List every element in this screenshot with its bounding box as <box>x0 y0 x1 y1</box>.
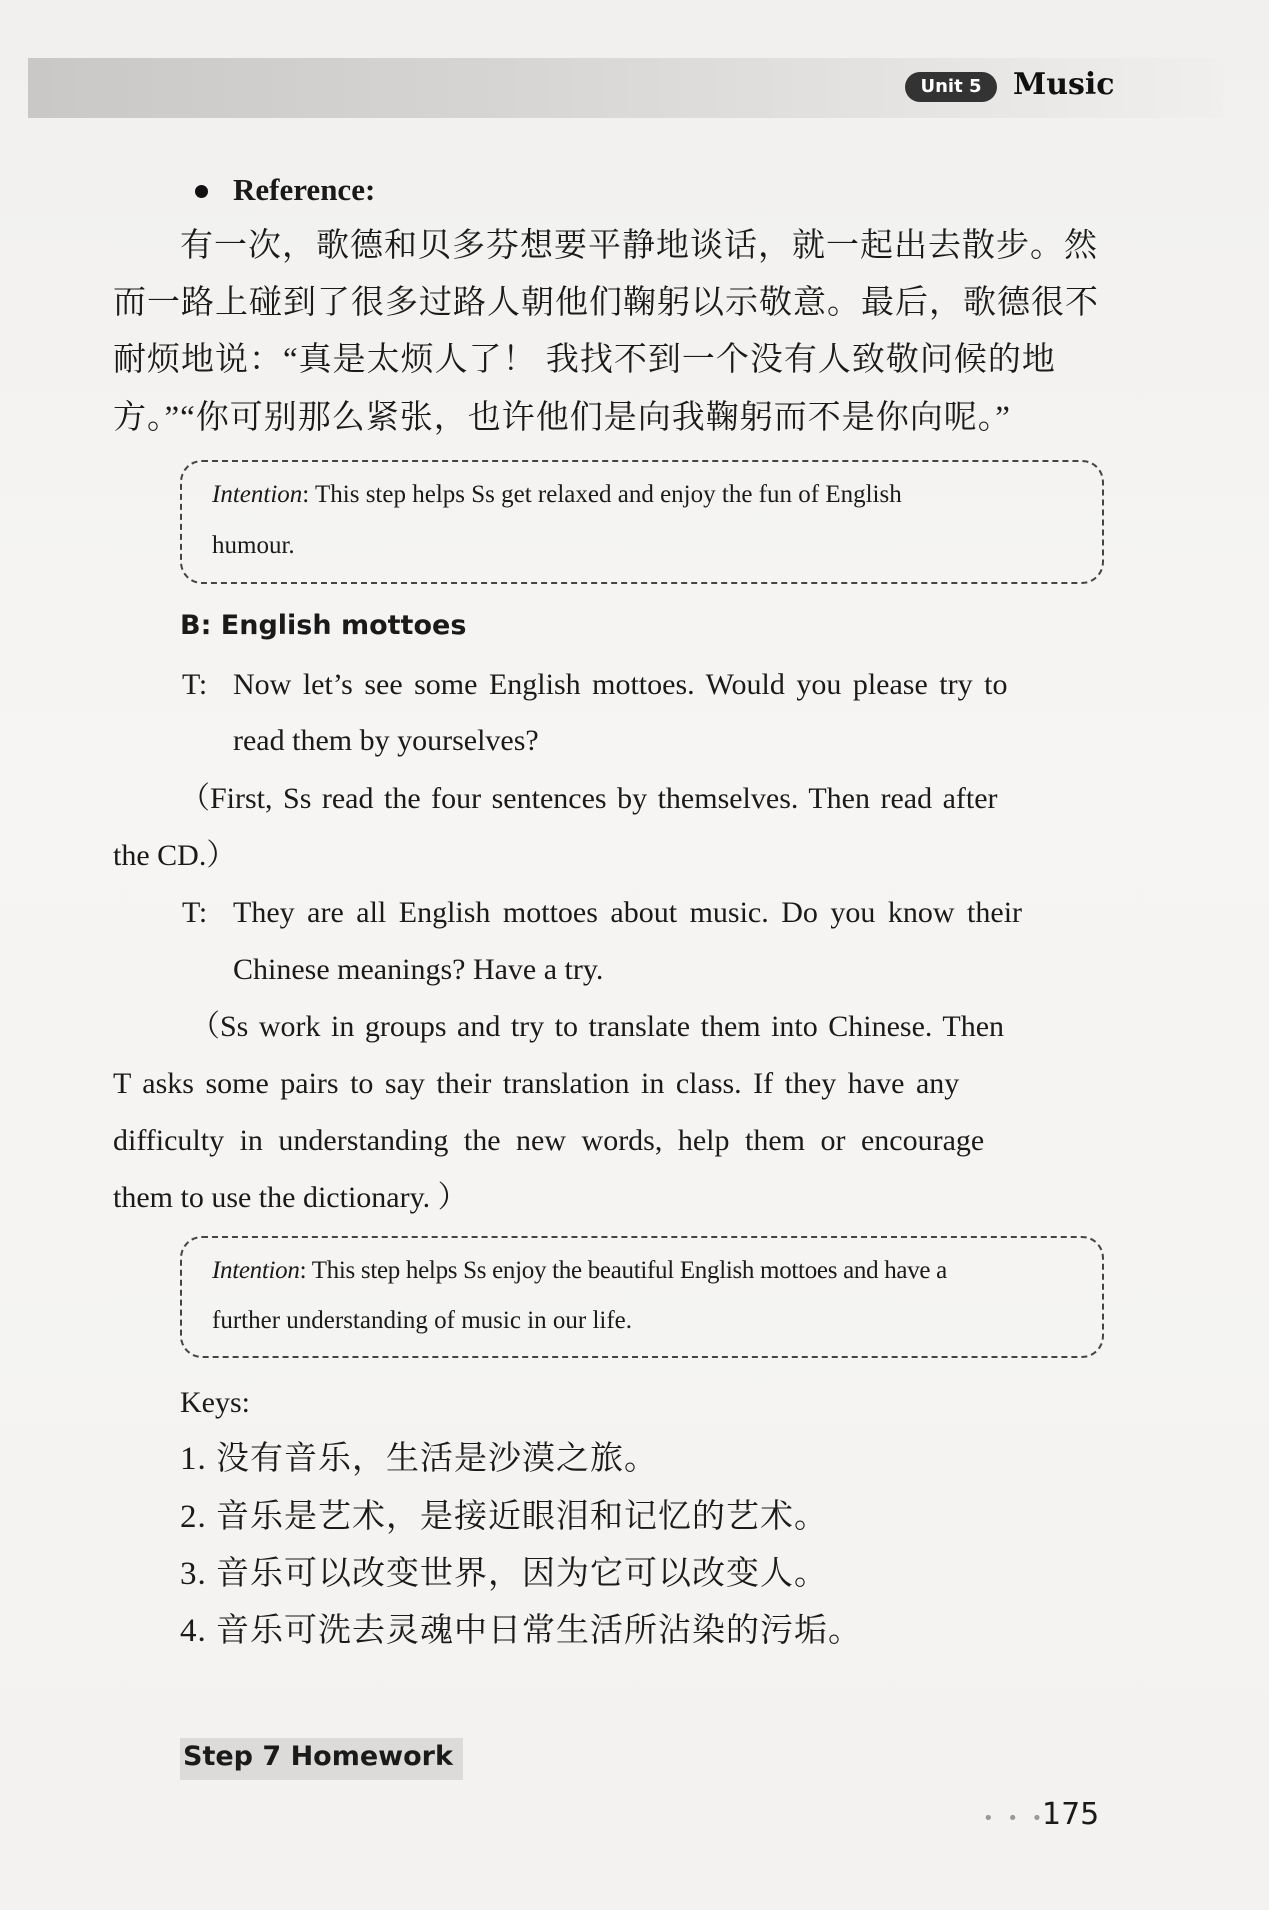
p2-line-4: them to use the dictionary. ） <box>113 1181 468 1214</box>
reference-heading: Reference: <box>233 172 376 207</box>
t2-line-2: Chinese meanings? Have a try. <box>233 953 604 986</box>
key-item-4: 4. 音乐可洗去灵魂中日常生活所沾染的污垢。 <box>180 1613 862 1649</box>
page-number: 175 <box>1042 1797 1100 1832</box>
intention-box-1 <box>180 460 1104 584</box>
t2-prefix: T: <box>182 896 208 929</box>
bullet-icon <box>195 185 208 198</box>
intention-2-line-2: further understanding of music in our life. <box>212 1307 633 1334</box>
intention-2-text: : This step helps Ss enjoy the beautiful English mottoes and have a <box>299 1257 947 1284</box>
p1-line-1: （First, Ss read the four sentences by themselves. Then read after <box>180 782 998 815</box>
p2-line-3: difficulty in understanding the new words, help them or encourage <box>113 1124 985 1157</box>
intention-1-text: : This step helps Ss get relaxed and enjoy the fun of English <box>302 481 902 508</box>
p1-line-2: the CD.） <box>113 839 237 872</box>
section-b-heading: B: English mottoes <box>180 610 467 641</box>
step7-heading: Step 7 Homework <box>183 1741 453 1772</box>
reference-line-1: 有一次，歌德和贝多芬想要平静地谈话，就一起出去散步。然 <box>180 228 1098 264</box>
keys-heading: Keys: <box>180 1386 250 1419</box>
key-item-3: 3. 音乐可以改变世界，因为它可以改变人。 <box>180 1556 828 1592</box>
reference-line-3: 耐烦地说：“真是太烦人了！ 我找不到一个没有人致敬问候的地 <box>113 342 1056 378</box>
intention-2-line-1 <box>212 1256 947 1286</box>
reference-line-4: 方。”“你可别那么紧张，也许他们是向我鞠躬而不是你向呢。” <box>113 400 1011 436</box>
key-item-2: 2. 音乐是艺术，是接近眼泪和记忆的艺术。 <box>180 1499 828 1535</box>
intention-label: Intention <box>212 1257 300 1284</box>
intention-1-line-2: humour. <box>212 532 295 559</box>
reference-line-2: 而一路上碰到了很多过路人朝他们鞠躬以示敬意。最后，歌德很不 <box>113 285 1099 321</box>
t2-line-1: They are all English mottoes about music. Do you know their <box>233 896 1023 929</box>
p2-line-2: T asks some pairs to say their translation in class. If they have any <box>113 1067 960 1100</box>
t1-line-2: read them by yourselves? <box>233 724 539 757</box>
intention-1-line-1 <box>212 480 902 510</box>
intention-label: Intention <box>212 481 303 508</box>
intention-box-2 <box>180 1236 1104 1358</box>
unit-title: Music <box>1013 67 1115 102</box>
unit-badge: Unit 5 <box>905 72 997 102</box>
t1-prefix: T: <box>182 668 208 701</box>
footer-dots: • • • <box>983 1808 1047 1829</box>
p2-line-1: （Ss work in groups and try to translate them into Chinese. Then <box>190 1010 1005 1043</box>
t1-line-1: Now let’s see some English mottoes. Would you please try to <box>233 668 1008 701</box>
key-item-1: 1. 没有音乐，生活是沙漠之旅。 <box>180 1441 658 1477</box>
